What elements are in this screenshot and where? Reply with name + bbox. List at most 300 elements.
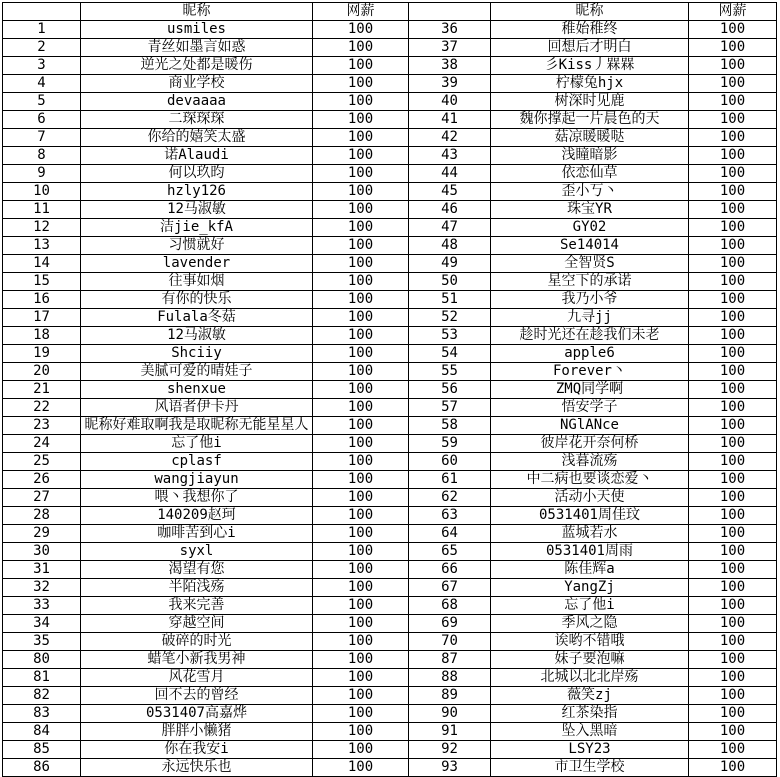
nickname-cell: 12马淑敏: [81, 327, 313, 345]
table-row: [3, 723, 409, 741]
table-row: [409, 489, 777, 507]
table-row: [3, 435, 409, 453]
col-header-salary: 网薪: [689, 3, 777, 21]
table-row: [3, 579, 409, 597]
index-cell: 45: [409, 183, 491, 201]
salary-cell: 100: [689, 39, 777, 57]
nickname-cell: 九寻jj: [491, 309, 689, 327]
tables-wrap: [2, 2, 780, 777]
table-row: [3, 147, 409, 165]
table-row: [409, 273, 777, 291]
nickname-cell: 忘了他i: [81, 435, 313, 453]
salary-cell: 100: [313, 471, 409, 489]
salary-cell: 100: [313, 615, 409, 633]
salary-cell: 100: [313, 201, 409, 219]
index-cell: 14: [3, 255, 81, 273]
nickname-cell: 诺Alaudi: [81, 147, 313, 165]
salary-cell: 100: [689, 507, 777, 525]
table-row: [409, 363, 777, 381]
salary-cell: 100: [313, 237, 409, 255]
salary-cell: 100: [313, 129, 409, 147]
table-row: [3, 507, 409, 525]
table-row: [409, 129, 777, 147]
table-row: [409, 237, 777, 255]
index-cell: 58: [409, 417, 491, 435]
index-cell: 9: [3, 165, 81, 183]
salary-cell: 100: [313, 345, 409, 363]
nickname-cell: wangjiayun: [81, 471, 313, 489]
table-row: [409, 399, 777, 417]
index-cell: 37: [409, 39, 491, 57]
index-cell: 90: [409, 705, 491, 723]
salary-cell: 100: [689, 327, 777, 345]
index-cell: 50: [409, 273, 491, 291]
table-row: [3, 57, 409, 75]
nickname-cell: 稚始稚终: [491, 21, 689, 39]
index-cell: 8: [3, 147, 81, 165]
salary-cell: 100: [313, 687, 409, 705]
salary-cell: 100: [313, 309, 409, 327]
nickname-cell: cplasf: [81, 453, 313, 471]
table-row: [3, 525, 409, 543]
index-cell: 60: [409, 453, 491, 471]
header-row: [409, 3, 777, 21]
nickname-cell: 菇凉暖暖哒: [491, 129, 689, 147]
index-cell: 3: [3, 57, 81, 75]
table-row: [409, 327, 777, 345]
index-cell: 26: [3, 471, 81, 489]
index-cell: 10: [3, 183, 81, 201]
index-cell: 27: [3, 489, 81, 507]
col-header-nickname: 昵称: [491, 3, 689, 21]
nickname-cell: 回不去的曾经: [81, 687, 313, 705]
table-row: [3, 21, 409, 39]
salary-cell: 100: [313, 489, 409, 507]
index-cell: 84: [3, 723, 81, 741]
index-cell: 24: [3, 435, 81, 453]
table-row: [3, 291, 409, 309]
nickname-cell: 歪小丂丶: [491, 183, 689, 201]
salary-cell: 100: [313, 723, 409, 741]
nickname-cell: 坠入黑暗: [491, 723, 689, 741]
index-cell: 86: [3, 759, 81, 777]
salary-cell: 100: [313, 543, 409, 561]
salary-cell: 100: [313, 363, 409, 381]
table-row: [409, 453, 777, 471]
nickname-cell: 妹子要泡嘛: [491, 651, 689, 669]
table-row: [3, 705, 409, 723]
nickname-cell: 你给的嬉笑太盛: [81, 129, 313, 147]
salary-cell: 100: [689, 255, 777, 273]
nickname-cell: 0531401周雨: [491, 543, 689, 561]
table-row: [409, 345, 777, 363]
index-cell: 87: [409, 651, 491, 669]
index-cell: 13: [3, 237, 81, 255]
salary-cell: 100: [313, 507, 409, 525]
nickname-cell: devaaaa: [81, 93, 313, 111]
salary-cell: 100: [689, 471, 777, 489]
index-cell: 40: [409, 93, 491, 111]
index-cell: 68: [409, 597, 491, 615]
index-cell: 88: [409, 669, 491, 687]
index-cell: 67: [409, 579, 491, 597]
index-cell: 28: [3, 507, 81, 525]
table-row: [409, 309, 777, 327]
index-cell: 48: [409, 237, 491, 255]
table-row: [3, 399, 409, 417]
nickname-cell: 0531401周佳玟: [491, 507, 689, 525]
nickname-cell: 魏你撑起一片晨色的天: [491, 111, 689, 129]
index-cell: 38: [409, 57, 491, 75]
salary-cell: 100: [689, 183, 777, 201]
index-cell: 18: [3, 327, 81, 345]
index-cell: 49: [409, 255, 491, 273]
nickname-cell: 风花雪月: [81, 669, 313, 687]
table-row: [409, 291, 777, 309]
salary-cell: 100: [689, 291, 777, 309]
salary-cell: 100: [313, 417, 409, 435]
index-cell: 56: [409, 381, 491, 399]
nickname-cell: 忘了他i: [491, 597, 689, 615]
salary-cell: 100: [313, 327, 409, 345]
index-cell: 57: [409, 399, 491, 417]
index-cell: 29: [3, 525, 81, 543]
nickname-cell: 风语者伊卡丹: [81, 399, 313, 417]
salary-cell: 100: [313, 741, 409, 759]
roster-table-right: [408, 2, 777, 777]
table-row: [3, 255, 409, 273]
salary-cell: 100: [689, 597, 777, 615]
table-row: [409, 723, 777, 741]
nickname-cell: 柠檬兔hjx: [491, 75, 689, 93]
salary-cell: 100: [689, 561, 777, 579]
nickname-cell: 依恋仙草: [491, 165, 689, 183]
table-row: [409, 111, 777, 129]
table-row: [409, 381, 777, 399]
index-cell: 92: [409, 741, 491, 759]
salary-cell: 100: [689, 309, 777, 327]
nickname-cell: hzly126: [81, 183, 313, 201]
salary-cell: 100: [689, 669, 777, 687]
table-row: [409, 183, 777, 201]
table-row: [3, 561, 409, 579]
table-row: [409, 633, 777, 651]
nickname-cell: 中二病也要谈恋爱丶: [491, 471, 689, 489]
index-cell: 93: [409, 759, 491, 777]
salary-cell: 100: [313, 21, 409, 39]
nickname-cell: 趁时光还在趁我们未老: [491, 327, 689, 345]
salary-cell: 100: [689, 345, 777, 363]
nickname-cell: syxl: [81, 543, 313, 561]
salary-cell: 100: [689, 525, 777, 543]
nickname-cell: 树深时见鹿: [491, 93, 689, 111]
table-row: [3, 471, 409, 489]
index-cell: 54: [409, 345, 491, 363]
table-row: [409, 615, 777, 633]
table-row: [3, 165, 409, 183]
index-cell: 32: [3, 579, 81, 597]
salary-cell: 100: [689, 273, 777, 291]
salary-cell: 100: [313, 561, 409, 579]
table-row: [409, 165, 777, 183]
index-cell: 63: [409, 507, 491, 525]
salary-cell: 100: [313, 75, 409, 93]
salary-cell: 100: [313, 597, 409, 615]
nickname-cell: 季风之隐: [491, 615, 689, 633]
salary-cell: 100: [689, 93, 777, 111]
index-cell: 42: [409, 129, 491, 147]
table-row: [409, 759, 777, 777]
index-cell: 85: [3, 741, 81, 759]
nickname-cell: NGlANce: [491, 417, 689, 435]
table-row: [409, 687, 777, 705]
table-row: [3, 363, 409, 381]
salary-cell: 100: [689, 543, 777, 561]
table-row: [409, 669, 777, 687]
nickname-cell: 有你的快乐: [81, 291, 313, 309]
table-row: [409, 201, 777, 219]
salary-cell: 100: [689, 741, 777, 759]
nickname-cell: 我来完善: [81, 597, 313, 615]
table-row: [3, 345, 409, 363]
salary-cell: 100: [689, 381, 777, 399]
table-row: [3, 201, 409, 219]
salary-cell: 100: [313, 399, 409, 417]
index-cell: 23: [3, 417, 81, 435]
nickname-cell: 洁jie_kfA: [81, 219, 313, 237]
index-cell: 1: [3, 21, 81, 39]
nickname-cell: 渴望有您: [81, 561, 313, 579]
salary-cell: 100: [313, 381, 409, 399]
table-row: [409, 39, 777, 57]
nickname-cell: 穿越空间: [81, 615, 313, 633]
salary-cell: 100: [313, 165, 409, 183]
index-cell: 59: [409, 435, 491, 453]
nickname-cell: 活动小天使: [491, 489, 689, 507]
salary-cell: 100: [689, 219, 777, 237]
salary-cell: 100: [313, 759, 409, 777]
salary-cell: 100: [313, 525, 409, 543]
salary-cell: 100: [313, 435, 409, 453]
index-cell: 19: [3, 345, 81, 363]
index-cell: 12: [3, 219, 81, 237]
table-row: [3, 633, 409, 651]
index-cell: 47: [409, 219, 491, 237]
index-cell: 22: [3, 399, 81, 417]
salary-cell: 100: [313, 651, 409, 669]
salary-cell: 100: [689, 489, 777, 507]
nickname-cell: 美腻可爱的晴娃子: [81, 363, 313, 381]
table-row: [409, 525, 777, 543]
index-cell: 7: [3, 129, 81, 147]
index-cell: 89: [409, 687, 491, 705]
nickname-cell: Fulala冬菇: [81, 309, 313, 327]
nickname-cell: ZMQ同学啊: [491, 381, 689, 399]
index-cell: 15: [3, 273, 81, 291]
nickname-cell: 悟安学子: [491, 399, 689, 417]
index-cell: 83: [3, 705, 81, 723]
nickname-cell: 往事如烟: [81, 273, 313, 291]
nickname-cell: 你在我安i: [81, 741, 313, 759]
index-cell: 62: [409, 489, 491, 507]
nickname-cell: lavender: [81, 255, 313, 273]
table-row: [3, 93, 409, 111]
index-cell: 51: [409, 291, 491, 309]
nickname-cell: 昵称好难取啊我是取昵称无能星星人: [81, 417, 313, 435]
salary-cell: 100: [313, 39, 409, 57]
table-row: [409, 417, 777, 435]
table-row: [409, 75, 777, 93]
table-row: [409, 561, 777, 579]
nickname-cell: 胖胖小懒猪: [81, 723, 313, 741]
nickname-cell: 陈佳辉a: [491, 561, 689, 579]
col-header-index: [409, 3, 491, 21]
table-row: [409, 147, 777, 165]
salary-cell: 100: [689, 651, 777, 669]
salary-cell: 100: [313, 111, 409, 129]
salary-cell: 100: [689, 111, 777, 129]
index-cell: 65: [409, 543, 491, 561]
salary-cell: 100: [689, 237, 777, 255]
table-row: [3, 615, 409, 633]
salary-cell: 100: [313, 291, 409, 309]
table-row: [3, 75, 409, 93]
index-cell: 11: [3, 201, 81, 219]
index-cell: 21: [3, 381, 81, 399]
index-cell: 46: [409, 201, 491, 219]
index-cell: 69: [409, 615, 491, 633]
salary-cell: 100: [689, 21, 777, 39]
salary-cell: 100: [689, 579, 777, 597]
index-cell: 30: [3, 543, 81, 561]
index-cell: 36: [409, 21, 491, 39]
salary-cell: 100: [689, 201, 777, 219]
salary-cell: 100: [689, 165, 777, 183]
salary-cell: 100: [313, 273, 409, 291]
table-row: [3, 273, 409, 291]
table-row: [3, 489, 409, 507]
nickname-cell: shenxue: [81, 381, 313, 399]
nickname-cell: 永远快乐也: [81, 759, 313, 777]
nickname-cell: 咖啡苦到心i: [81, 525, 313, 543]
index-cell: 31: [3, 561, 81, 579]
salary-cell: 100: [689, 453, 777, 471]
salary-cell: 100: [313, 147, 409, 165]
table-row: [409, 255, 777, 273]
nickname-cell: 红茶染指: [491, 705, 689, 723]
nickname-cell: 我乃小爷: [491, 291, 689, 309]
table-row: [409, 507, 777, 525]
nickname-cell: 浅暮流殇: [491, 453, 689, 471]
index-cell: 6: [3, 111, 81, 129]
salary-cell: 100: [313, 705, 409, 723]
table-row: [409, 543, 777, 561]
nickname-cell: 12马淑敏: [81, 201, 313, 219]
nickname-cell: GY02: [491, 219, 689, 237]
nickname-cell: 何以玖昀: [81, 165, 313, 183]
index-cell: 70: [409, 633, 491, 651]
index-cell: 4: [3, 75, 81, 93]
nickname-cell: 140209赵珂: [81, 507, 313, 525]
salary-cell: 100: [689, 615, 777, 633]
nickname-cell: 青丝如墨言如惑: [81, 39, 313, 57]
salary-cell: 100: [313, 453, 409, 471]
table-row: [3, 597, 409, 615]
salary-cell: 100: [313, 669, 409, 687]
table-row: [3, 669, 409, 687]
table-row: [409, 57, 777, 75]
nickname-cell: usmiles: [81, 21, 313, 39]
nickname-cell: 习惯就好: [81, 237, 313, 255]
salary-cell: 100: [689, 147, 777, 165]
nickname-cell: 彡Kiss丿槑槑: [491, 57, 689, 75]
header-row: [3, 3, 409, 21]
roster-table-left: [2, 2, 409, 777]
nickname-cell: 市卫生学校: [491, 759, 689, 777]
salary-cell: 100: [689, 723, 777, 741]
index-cell: 80: [3, 651, 81, 669]
nickname-cell: YangZj: [491, 579, 689, 597]
index-cell: 20: [3, 363, 81, 381]
table-row: [409, 471, 777, 489]
table-row: [3, 39, 409, 57]
nickname-cell: 0531407高嘉烨: [81, 705, 313, 723]
col-header-index: [3, 3, 81, 21]
table-row: [409, 219, 777, 237]
table-row: [3, 381, 409, 399]
table-row: [3, 111, 409, 129]
index-cell: 64: [409, 525, 491, 543]
table-row: [409, 579, 777, 597]
salary-cell: 100: [313, 255, 409, 273]
index-cell: 5: [3, 93, 81, 111]
index-cell: 25: [3, 453, 81, 471]
nickname-cell: 商业学校: [81, 75, 313, 93]
index-cell: 34: [3, 615, 81, 633]
table-row: [409, 93, 777, 111]
nickname-cell: 蓝城若水: [491, 525, 689, 543]
nickname-cell: 薇笑zj: [491, 687, 689, 705]
salary-cell: 100: [689, 633, 777, 651]
table-row: [3, 183, 409, 201]
index-cell: 2: [3, 39, 81, 57]
index-cell: 33: [3, 597, 81, 615]
nickname-cell: 回想后才明白: [491, 39, 689, 57]
nickname-cell: 逆光之处都是暖伤: [81, 57, 313, 75]
salary-cell: 100: [689, 687, 777, 705]
nickname-cell: 彼岸花开奈何桥: [491, 435, 689, 453]
index-cell: 61: [409, 471, 491, 489]
table-row: [3, 219, 409, 237]
nickname-cell: LSY23: [491, 741, 689, 759]
nickname-cell: 浅瞳暗影: [491, 147, 689, 165]
salary-cell: 100: [313, 579, 409, 597]
table-row: [409, 651, 777, 669]
salary-cell: 100: [689, 417, 777, 435]
table-row: [3, 759, 409, 777]
col-header-salary: 网薪: [313, 3, 409, 21]
table-row: [3, 741, 409, 759]
salary-cell: 100: [313, 183, 409, 201]
table-row: [3, 687, 409, 705]
col-header-nickname: 昵称: [81, 3, 313, 21]
nickname-cell: Se14014: [491, 237, 689, 255]
salary-cell: 100: [313, 219, 409, 237]
index-cell: 41: [409, 111, 491, 129]
index-cell: 35: [3, 633, 81, 651]
nickname-cell: Forever丶: [491, 363, 689, 381]
table-row: [3, 309, 409, 327]
